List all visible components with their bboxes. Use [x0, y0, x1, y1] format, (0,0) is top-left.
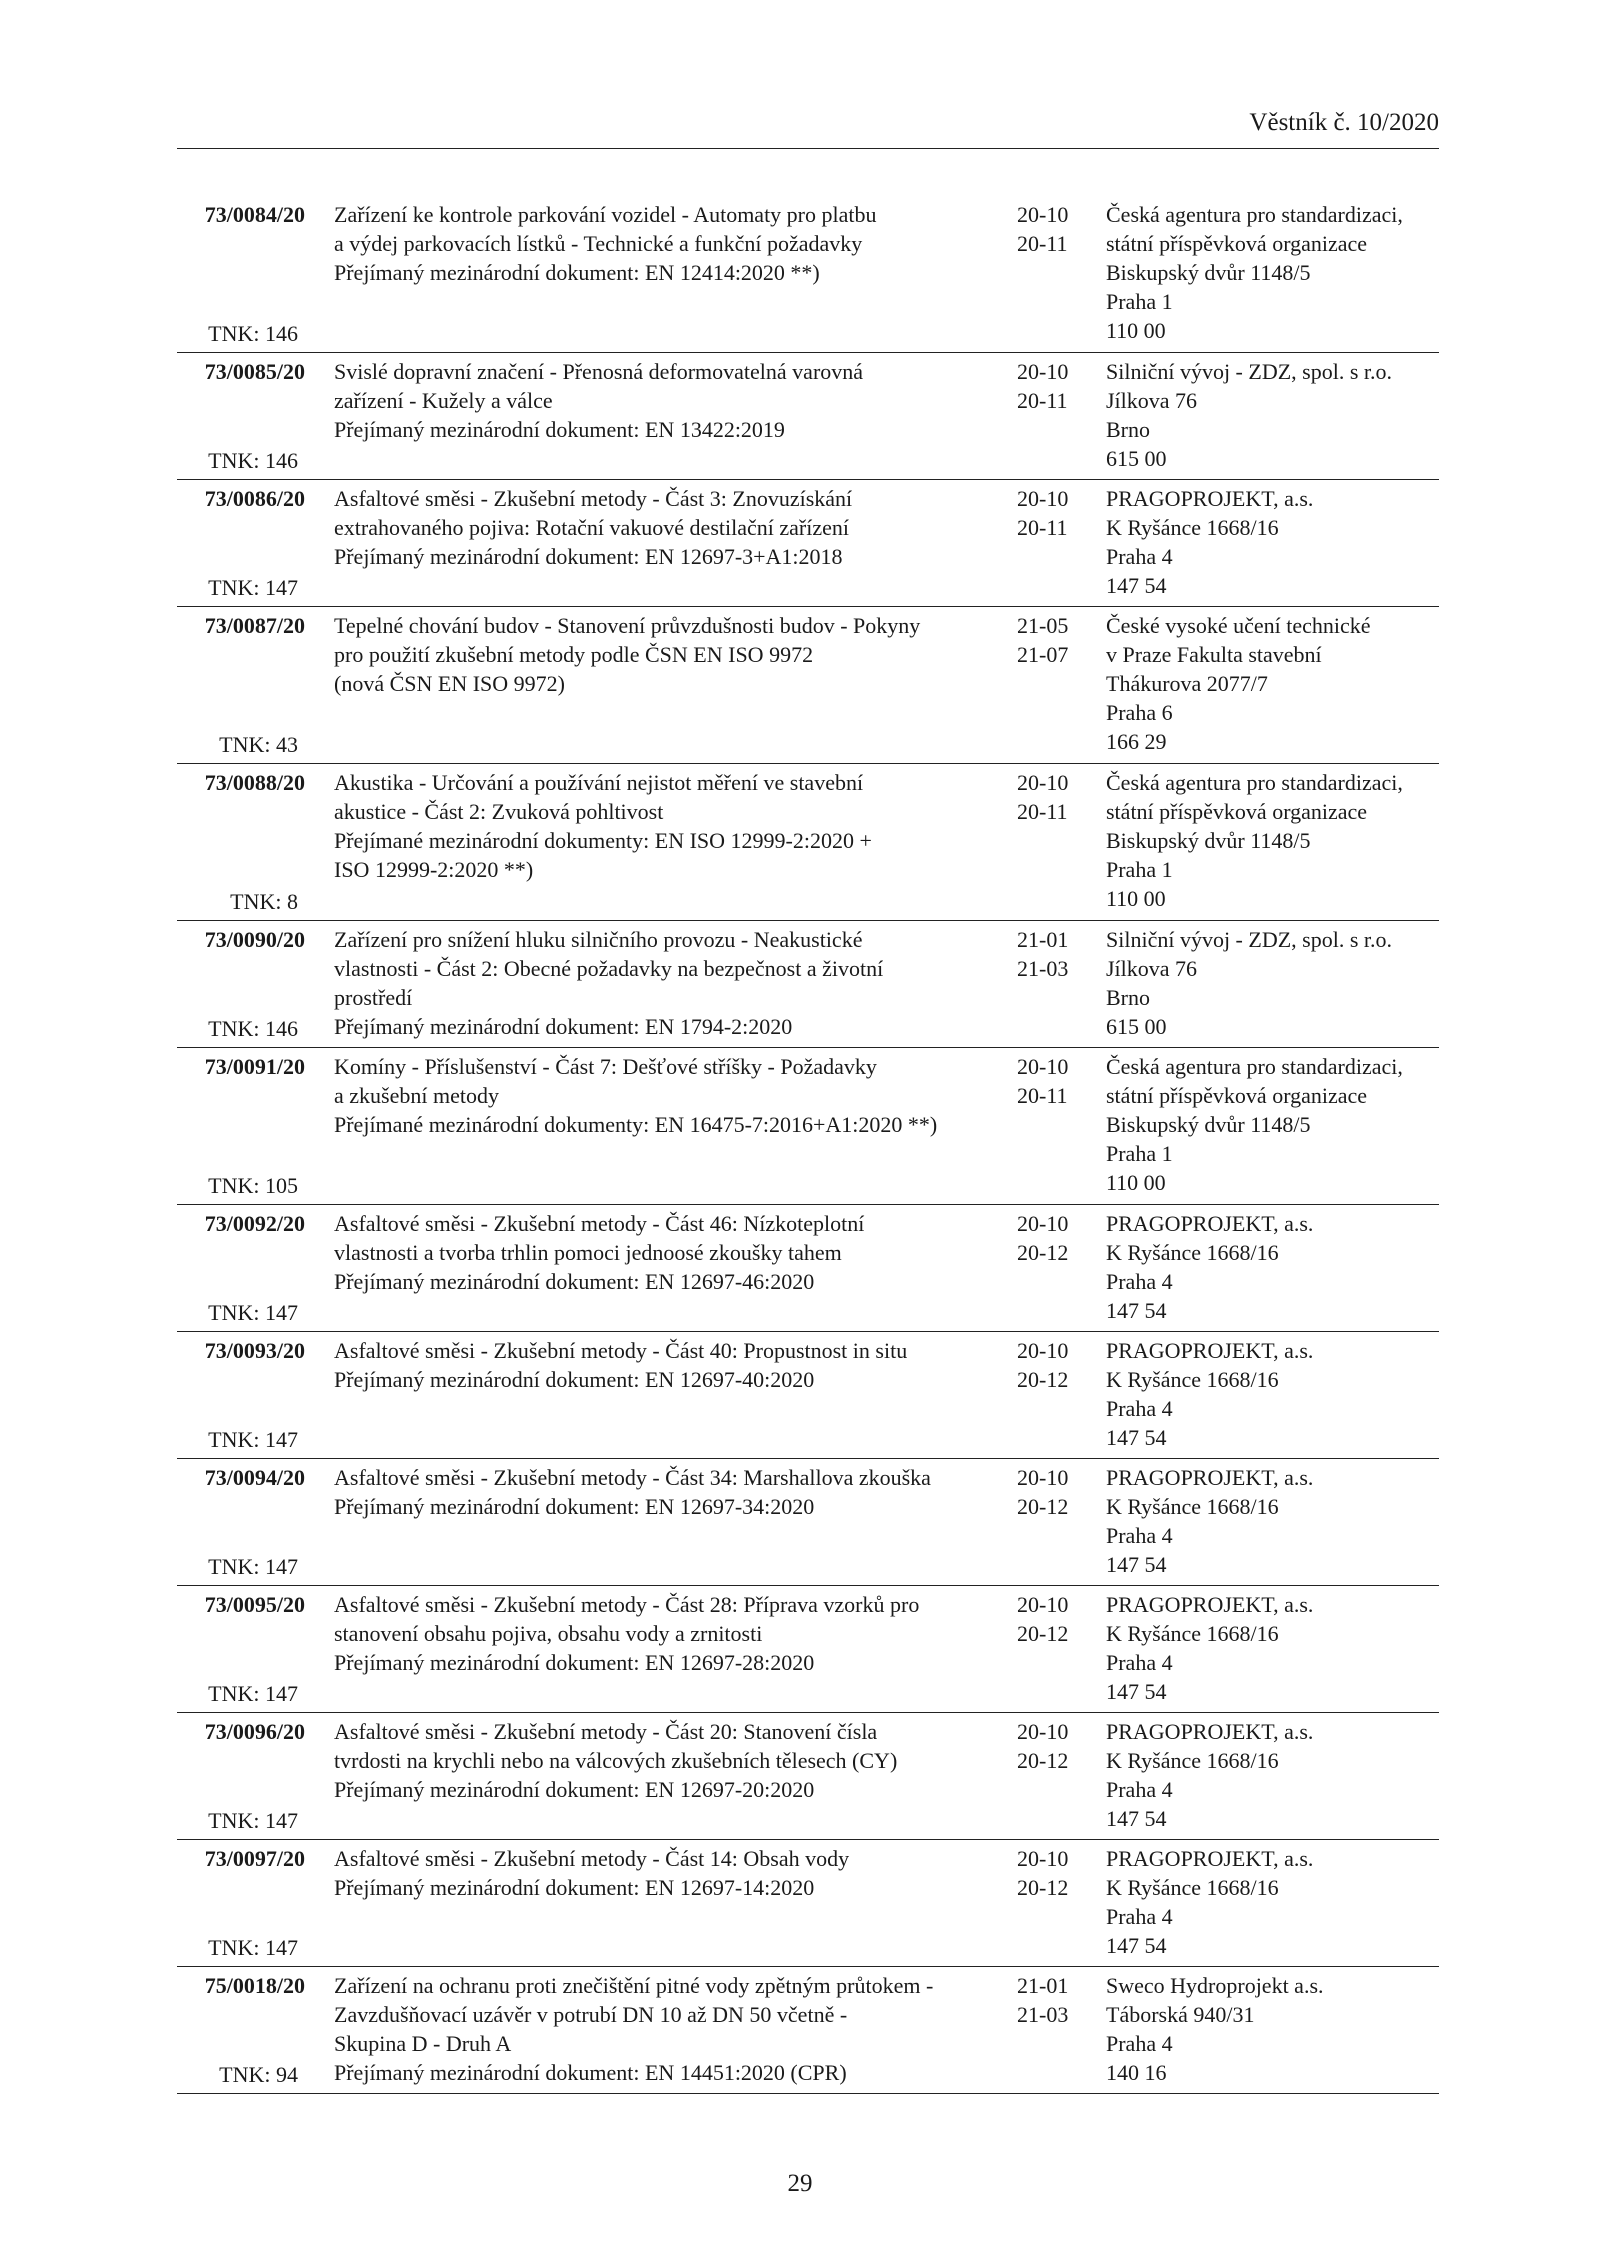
record-organization-line: K Ryšánce 1668/16	[1106, 1367, 1279, 1392]
record-dates-line: 20-10	[1017, 486, 1069, 511]
page-header	[177, 108, 1439, 149]
record-title-line: Zařízení pro snížení hluku silničního provozu - Neakustické	[334, 927, 863, 952]
record-organization-line: K Ryšánce 1668/16	[1106, 1621, 1279, 1646]
record-dates-line: 20-10	[1017, 1719, 1069, 1744]
record-dates-line: 20-11	[1017, 231, 1068, 256]
record-organization-line: PRAGOPROJEKT, a.s.	[1106, 1846, 1314, 1871]
record-number: 73/0085/20	[204, 359, 305, 384]
record-dates-line: 20-12	[1017, 1621, 1069, 1646]
bulletin-title: Věstník č. 10/2020	[1249, 109, 1439, 136]
record-title-line: Přejímané mezinárodní dokumenty: EN ISO 12999-2:2020 +	[334, 828, 872, 853]
record-tnk: TNK: 43	[219, 732, 298, 757]
record-title-line: Přejímaný mezinárodní dokument: EN 12697-20:2020	[334, 1777, 815, 1802]
record-title-line: Přejímaný mezinárodní dokument: EN 1794-2:2020	[334, 1014, 793, 1039]
record-title-line: a výdej parkovacích lístků - Technické a funkční požadavky	[334, 231, 863, 256]
record-dates-line: 20-11	[1017, 515, 1068, 540]
record-dates-line: 21-03	[1017, 2002, 1069, 2027]
record-row	[177, 607, 1439, 764]
record-organization-line: 110 00	[1106, 1170, 1166, 1195]
record-organization-line: Praha 1	[1106, 289, 1173, 314]
record-dates	[1017, 1844, 1107, 1902]
record-organization-line: K Ryšánce 1668/16	[1106, 1875, 1279, 1900]
record-dates	[1017, 768, 1107, 826]
record-tnk: TNK: 147	[208, 1681, 298, 1706]
record-dates-line: 20-10	[1017, 202, 1069, 227]
record-organization-line: 615 00	[1106, 1014, 1167, 1039]
record-dates	[1017, 1336, 1107, 1394]
record-title-line: Přejímaný mezinárodní dokument: EN 12697-34:2020	[334, 1494, 815, 1519]
record-organization-line: Praha 4	[1106, 1523, 1173, 1548]
record-title-line: Asfaltové směsi - Zkušební metody - Část 46: Nízkoteplotní	[334, 1211, 865, 1236]
record-organization-line: 147 54	[1106, 1933, 1167, 1958]
record-organization	[1106, 1463, 1439, 1579]
record-number: 73/0096/20	[204, 1719, 305, 1744]
record-dates-line: 20-10	[1017, 1211, 1069, 1236]
record-organization-line: Jílkova 76	[1106, 956, 1198, 981]
record-organization-line: Praha 4	[1106, 1269, 1173, 1294]
record-dates	[1017, 1590, 1107, 1648]
page-number: 29	[787, 2170, 813, 2197]
record-tnk: TNK: 146	[208, 448, 298, 473]
record-row	[177, 1967, 1439, 2094]
record-title-line: Asfaltové směsi - Zkušební metody - Část 28: Příprava vzorků pro	[334, 1592, 920, 1617]
record-number: 73/0084/20	[204, 202, 305, 227]
record-dates-line: 20-12	[1017, 1367, 1069, 1392]
record-number: 73/0091/20	[204, 1054, 305, 1079]
record-dates-line: 21-05	[1017, 613, 1069, 638]
record-title-line: Přejímaný mezinárodní dokument: EN 12697-46:2020	[334, 1269, 815, 1294]
record-tnk: TNK: 147	[208, 575, 298, 600]
record-organization	[1106, 484, 1439, 600]
record-organization	[1106, 1209, 1439, 1325]
record-dates-line: 20-10	[1017, 1054, 1069, 1079]
record-title-line: Přejímaný mezinárodní dokument: EN 12697-14:2020	[334, 1875, 815, 1900]
record-dates	[1017, 925, 1107, 983]
record-organization-line: PRAGOPROJEKT, a.s.	[1106, 1592, 1314, 1617]
record-dates	[1017, 200, 1107, 258]
record-dates-line: 20-11	[1017, 799, 1068, 824]
record-number: 73/0088/20	[204, 770, 305, 795]
record-title-line: Přejímaný mezinárodní dokument: EN 12697-40:2020	[334, 1367, 815, 1392]
record-title-line: vlastnosti - Část 2: Obecné požadavky na bezpečnost a životní	[334, 956, 884, 981]
record-dates	[1017, 1052, 1107, 1110]
record-dates	[1017, 611, 1107, 669]
record-organization-line: Táborská 940/31	[1106, 2002, 1255, 2027]
record-title-line: a zkušební metody	[334, 1083, 499, 1108]
record-dates-line: 20-11	[1017, 1083, 1068, 1108]
record-organization-line: 147 54	[1106, 573, 1167, 598]
record-title-line: Zařízení na ochranu proti znečištění pitné vody zpětným průtokem -	[334, 1973, 934, 1998]
record-organization-line: PRAGOPROJEKT, a.s.	[1106, 486, 1314, 511]
record-organization-line: K Ryšánce 1668/16	[1106, 1494, 1279, 1519]
record-organization-line: 147 54	[1106, 1679, 1167, 1704]
record-organization-line: Praha 4	[1106, 544, 1173, 569]
record-title-line: Přejímaný mezinárodní dokument: EN 12414:2020 **)	[334, 260, 820, 285]
record-dates-line: 20-12	[1017, 1875, 1069, 1900]
record-dates-line: 21-01	[1017, 927, 1069, 952]
record-organization-line: Praha 1	[1106, 857, 1173, 882]
record-title-line: Tepelné chování budov - Stanovení průvzdušnosti budov - Pokyny	[334, 613, 921, 638]
record-dates	[1017, 1971, 1107, 2029]
record-title-line: (nová ČSN EN ISO 9972)	[334, 671, 565, 696]
record-dates-line: 20-12	[1017, 1240, 1069, 1265]
record-title-line: zařízení - Kužely a válce	[334, 388, 553, 413]
record-organization-line: 166 29	[1106, 729, 1167, 754]
record-organization-line: PRAGOPROJEKT, a.s.	[1106, 1465, 1314, 1490]
record-title-line: prostředí	[334, 985, 413, 1010]
record-organization-line: K Ryšánce 1668/16	[1106, 1748, 1279, 1773]
record-number: 73/0093/20	[204, 1338, 305, 1363]
record-title-line: Zařízení ke kontrole parkování vozidel - Automaty pro platbu	[334, 202, 877, 227]
record-dates-line: 20-12	[1017, 1748, 1069, 1773]
record-organization	[1106, 1052, 1439, 1197]
record-organization-line: 147 54	[1106, 1806, 1167, 1831]
record-tnk: TNK: 94	[219, 2062, 298, 2087]
record-title-line: vlastnosti a tvorba trhlin pomoci jednoosé zkoušky tahem	[334, 1240, 842, 1265]
record-organization-line: PRAGOPROJEKT, a.s.	[1106, 1338, 1314, 1363]
record-organization-line: 110 00	[1106, 318, 1166, 343]
record-organization-line: 615 00	[1106, 446, 1167, 471]
record-dates-line: 20-10	[1017, 1465, 1069, 1490]
record-organization-line: 147 54	[1106, 1425, 1167, 1450]
record-organization-line: Sweco Hydroprojekt a.s.	[1106, 1973, 1324, 1998]
record-organization-line: Silniční vývoj - ZDZ, spol. s r.o.	[1106, 927, 1392, 952]
record-title-line: pro použití zkušební metody podle ČSN EN ISO 9972	[334, 642, 814, 667]
record-organization-line: Česká agentura pro standardizaci,	[1106, 770, 1403, 795]
record-dates-line: 20-11	[1017, 388, 1068, 413]
record-number: 73/0090/20	[204, 927, 305, 952]
record-organization-line: Jílkova 76	[1106, 388, 1198, 413]
record-row	[177, 1048, 1439, 1205]
record-tnk: TNK: 146	[208, 1016, 298, 1041]
record-dates-line: 21-07	[1017, 642, 1069, 667]
standards-list	[177, 196, 1439, 2094]
record-organization	[1106, 1590, 1439, 1706]
record-organization	[1106, 1717, 1439, 1833]
record-dates-line: 20-10	[1017, 359, 1069, 384]
record-title-line: Komíny - Příslušenství - Část 7: Dešťové stříšky - Požadavky	[334, 1054, 877, 1079]
record-tnk: TNK: 147	[208, 1554, 298, 1579]
record-organization-line: PRAGOPROJEKT, a.s.	[1106, 1719, 1314, 1744]
record-dates	[1017, 1463, 1107, 1521]
record-title-line: Svislé dopravní značení - Přenosná deformovatelná varovná	[334, 359, 864, 384]
record-row	[177, 480, 1439, 607]
record-dates-line: 20-10	[1017, 1592, 1069, 1617]
record-row	[177, 1840, 1439, 1967]
record-organization-line: státní příspěvková organizace	[1106, 799, 1368, 824]
record-dates-line: 20-12	[1017, 1494, 1069, 1519]
record-title-line: Přejímaný mezinárodní dokument: EN 12697-3+A1:2018	[334, 544, 843, 569]
record-organization-line: Biskupský dvůr 1148/5	[1106, 260, 1311, 285]
record-title-line: Asfaltové směsi - Zkušební metody - Část 3: Znovuzískání	[334, 486, 853, 511]
record-organization-line: Praha 4	[1106, 1650, 1173, 1675]
record-dates	[1017, 1717, 1107, 1775]
record-number: 73/0094/20	[204, 1465, 305, 1490]
record-tnk: TNK: 147	[208, 1300, 298, 1325]
record-organization-line: Česká agentura pro standardizaci,	[1106, 202, 1403, 227]
record-organization-line: Brno	[1106, 985, 1150, 1010]
record-title-line: Přejímaný mezinárodní dokument: EN 14451:2020 (CPR)	[334, 2060, 847, 2085]
record-title-line: Přejímaný mezinárodní dokument: EN 12697-28:2020	[334, 1650, 815, 1675]
record-tnk: TNK: 147	[208, 1935, 298, 1960]
record-row	[177, 1332, 1439, 1459]
record-organization	[1106, 925, 1439, 1041]
record-organization-line: Praha 4	[1106, 1904, 1173, 1929]
record-title-line: akustice - Část 2: Zvuková pohltivost	[334, 799, 664, 824]
record-tnk: TNK: 146	[208, 321, 298, 346]
record-row	[177, 921, 1439, 1048]
record-organization-line: Thákurova 2077/7	[1106, 671, 1268, 696]
record-title-line: extrahovaného pojiva: Rotační vakuové destilační zařízení	[334, 515, 849, 540]
record-organization-line: Brno	[1106, 417, 1150, 442]
record-organization	[1106, 768, 1439, 913]
record-title-line: Přejímaný mezinárodní dokument: EN 13422:2019	[334, 417, 785, 442]
record-tnk: TNK: 105	[208, 1173, 298, 1198]
record-dates-line: 21-03	[1017, 956, 1069, 981]
record-organization	[1106, 1971, 1439, 2087]
record-row	[177, 1713, 1439, 1840]
record-row	[177, 1586, 1439, 1713]
record-number: 73/0087/20	[204, 613, 305, 638]
record-organization-line: státní příspěvková organizace	[1106, 231, 1368, 256]
record-dates-line: 20-10	[1017, 1338, 1069, 1363]
record-organization-line: Praha 4	[1106, 2031, 1173, 2056]
record-title-line: Skupina D - Druh A	[334, 2031, 512, 2056]
record-organization-line: Biskupský dvůr 1148/5	[1106, 1112, 1311, 1137]
record-organization-line: Praha 6	[1106, 700, 1173, 725]
record-dates-line: 20-10	[1017, 770, 1069, 795]
record-row	[177, 353, 1439, 480]
record-organization-line: 147 54	[1106, 1552, 1167, 1577]
record-number: 73/0095/20	[204, 1592, 305, 1617]
record-organization-line: 147 54	[1106, 1298, 1167, 1323]
record-number: 73/0086/20	[204, 486, 305, 511]
record-title-line: ISO 12999-2:2020 **)	[334, 857, 534, 882]
record-title-line: Asfaltové směsi - Zkušební metody - Část 20: Stanovení čísla	[334, 1719, 878, 1744]
record-tnk: TNK: 147	[208, 1808, 298, 1833]
record-organization-line: PRAGOPROJEKT, a.s.	[1106, 1211, 1314, 1236]
record-title-line: Přejímané mezinárodní dokumenty: EN 16475-7:2016+A1:2020 **)	[334, 1112, 938, 1137]
record-number: 75/0018/20	[204, 1973, 305, 1998]
record-organization-line: Praha 4	[1106, 1396, 1173, 1421]
record-title-line: stanovení obsahu pojiva, obsahu vody a zrnitosti	[334, 1621, 763, 1646]
record-number: 73/0097/20	[204, 1846, 305, 1871]
record-organization-line: 140 16	[1106, 2060, 1167, 2085]
record-organization-line: Biskupský dvůr 1148/5	[1106, 828, 1311, 853]
record-title-line: Asfaltové směsi - Zkušební metody - Část 40: Propustnost in situ	[334, 1338, 908, 1363]
record-dates	[1017, 1209, 1107, 1267]
record-organization	[1106, 1844, 1439, 1960]
record-title-line: Zavzdušňovací uzávěr v potrubí DN 10 až DN 50 včetně -	[334, 2002, 848, 2027]
record-dates	[1017, 484, 1107, 542]
record-number: 73/0092/20	[204, 1211, 305, 1236]
record-organization-line: Praha 4	[1106, 1777, 1173, 1802]
record-organization	[1106, 611, 1439, 756]
record-organization-line: Praha 1	[1106, 1141, 1173, 1166]
record-organization-line: Česká agentura pro standardizaci,	[1106, 1054, 1403, 1079]
record-tnk: TNK: 8	[230, 889, 298, 914]
record-row	[177, 1205, 1439, 1332]
record-organization-line: K Ryšánce 1668/16	[1106, 515, 1279, 540]
record-title-line: Akustika - Určování a používání nejistot měření ve stavební	[334, 770, 864, 795]
record-organization	[1106, 357, 1439, 473]
record-organization-line: v Praze Fakulta stavební	[1106, 642, 1322, 667]
record-organization-line: Silniční vývoj - ZDZ, spol. s r.o.	[1106, 359, 1392, 384]
record-tnk: TNK: 147	[208, 1427, 298, 1452]
record-organization-line: České vysoké učení technické	[1106, 613, 1371, 638]
record-title-line: tvrdosti na krychli nebo na válcových zkušebních tělesech (CY)	[334, 1748, 898, 1773]
record-organization	[1106, 1336, 1439, 1452]
record-organization-line: 110 00	[1106, 886, 1166, 911]
record-row	[177, 764, 1439, 921]
record-title-line: Asfaltové směsi - Zkušební metody - Část 34: Marshallova zkouška	[334, 1465, 931, 1490]
record-row	[177, 196, 1439, 353]
record-title-line: Asfaltové směsi - Zkušební metody - Část 14: Obsah vody	[334, 1846, 850, 1871]
record-row	[177, 1459, 1439, 1586]
record-dates-line: 21-01	[1017, 1973, 1069, 1998]
record-dates	[1017, 357, 1107, 415]
record-dates-line: 20-10	[1017, 1846, 1069, 1871]
record-organization-line: státní příspěvková organizace	[1106, 1083, 1368, 1108]
record-organization-line: K Ryšánce 1668/16	[1106, 1240, 1279, 1265]
record-organization	[1106, 200, 1439, 345]
